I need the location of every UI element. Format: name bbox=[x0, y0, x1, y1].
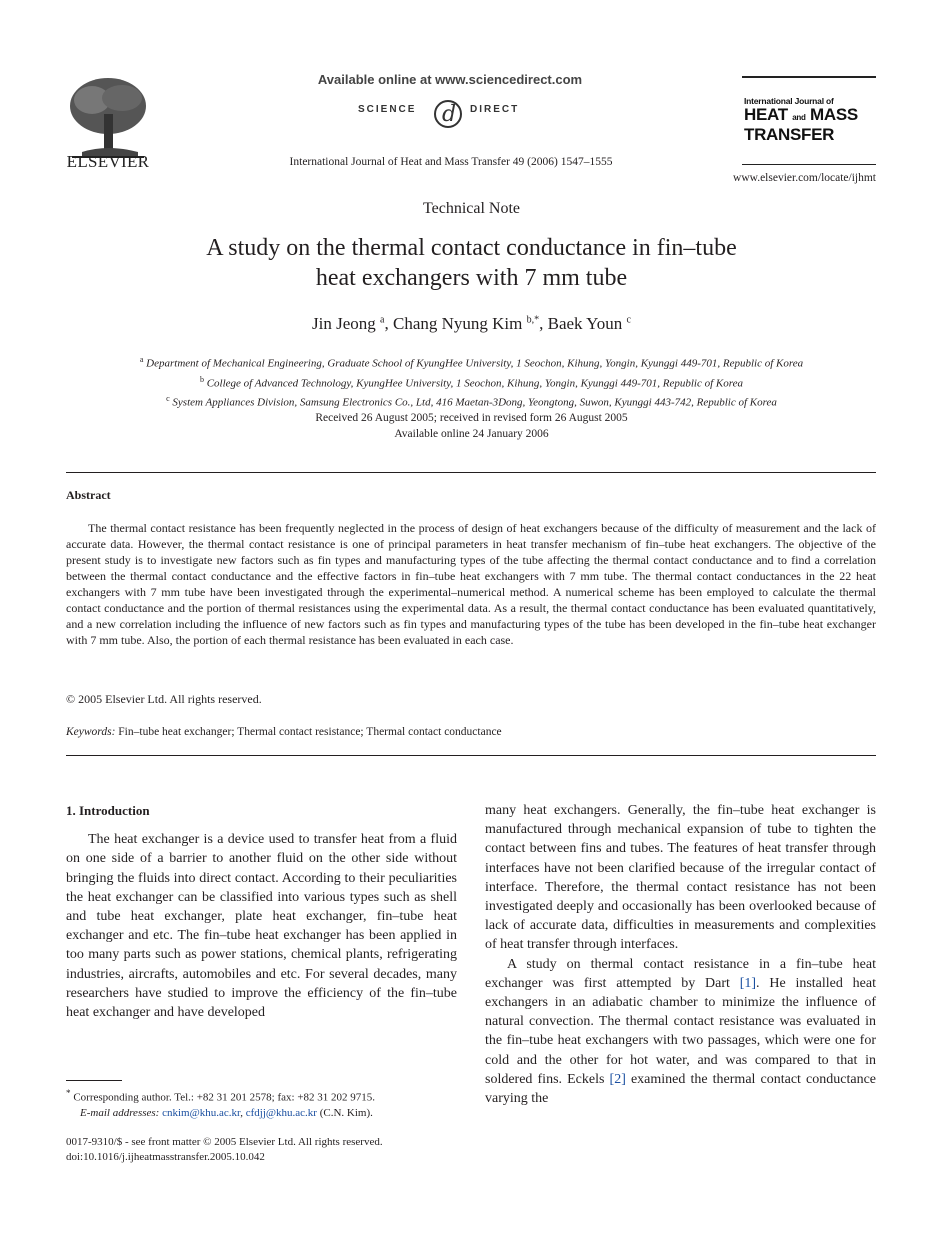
author-3-affil: c bbox=[626, 314, 631, 326]
journal-logo-line1: International Journal of bbox=[744, 96, 834, 106]
keywords-label: Keywords: bbox=[66, 726, 116, 738]
affiliation-b: $^b$ College of Advanced Technology, KyungHee University, 1 Seochon, Kihung, Yongin, Kyunggi 449-701, Republic of Korea bbox=[199, 374, 744, 390]
article-title bbox=[80, 233, 863, 293]
author-3[interactable]: Baek Youn bbox=[547, 314, 623, 333]
issn-line: 0017-9310/$ - see front matter © 2005 Elsevier Ltd. All rights reserved. bbox=[66, 1136, 383, 1148]
abstract-text: The thermal contact resistance has been frequently neglected in the process of design of heat exchangers because of the difficulty of measurement and the lack of accurate data. However, the thermal contact resistance is one of principal parameters in heat transfer mechanism of fin–tube heat exchangers. The objective of the present study is to investigate new factors such as fin types and manufacturing types of the tube affecting the thermal contact conductance and to find a correlation between the thermal contact conductance and the effective factors in fin–tube heat exchangers with 7 mm tube. The thermal contact conductances in the 22 heat exchangers with 7 mm tube have been investigated through the experimental–numerical method. A numerical scheme has been employed to calculate the thermal contact conductance and the portion of thermal resistances using the experimental data. As a result, the thermal contact conductance has been evaluated quantitatively, and a new correlation including the influence of new factors such as fin types and manufacturing types of the tube has been developed in the fin–tube heat exchanger with 7 mm tube. Also, the portion of each thermal resistance has been evaluated in each case. bbox=[66, 521, 876, 647]
intro-paragraph-1-cont: many heat exchangers. Generally, the fin–tube heat exchanger is manufactured through mechanical expansion of tube to tighten the contact between fins and tubes. The features of heat transfer through interfaces have not been clarified because of the irregular contact of interface. Therefore, the thermal contact resistance has not been investigated deeply and occasionally has been overlooked because of lack of accurate data, difficulties in measurements and complexities of heat transfer through interfaces. bbox=[485, 803, 876, 953]
journal-logo bbox=[744, 96, 878, 143]
author-list: Jin Jeong $^a$, Chang Nyung Kim $^{b,*}$, Baek Youn $^c$ bbox=[312, 314, 631, 333]
journal-logo-rule-bottom bbox=[742, 164, 876, 165]
sd-science-text: SCIENCE bbox=[358, 104, 417, 115]
received-date: Received 26 August 2005; received in revised form 26 August 2005 bbox=[315, 412, 628, 424]
affiliation-c: $^c$ System Appliances Division, Samsung Electronics Co., Ltd, 416 Maetan-3Dong, Yeongtong, Suwon, Kyunggi 443-742, Republic of Korea bbox=[166, 394, 777, 409]
ref-link-1[interactable]: [1] bbox=[739, 975, 757, 991]
journal-logo-rule-top bbox=[742, 76, 876, 78]
journal-logo-line3: TRANSFER bbox=[744, 125, 835, 144]
email-link-2[interactable]: cfdjj@khu.ac.kr bbox=[245, 1106, 317, 1119]
right-column bbox=[485, 801, 876, 1108]
abstract-heading: Abstract bbox=[66, 488, 111, 502]
elsevier-wordmark: ELSEVIER bbox=[66, 152, 150, 171]
abstract-divider-top bbox=[66, 472, 876, 473]
affiliations bbox=[40, 352, 903, 411]
section-heading: 1. Introduction bbox=[66, 803, 150, 818]
available-online-banner[interactable]: Available online at www.sciencedirect.com bbox=[317, 72, 583, 87]
sciencedirect-d-icon bbox=[430, 94, 466, 130]
intro-paragraph-2: A study on thermal contact resistance in a fin–tube heat exchanger was first attempted by Dart [1]. He installed heat exchangers in an adiabatic chamber to minimize the influence of natural convection. The thermal contact resistance was evaluated in the fin–tube heat exchangers with two passages, which were one for cold and the other for hot water, and was compared to that in soldered fins. Eckels [2] examined the thermal contact conductance varying the bbox=[485, 956, 876, 1107]
ref-link-2[interactable]: [2] bbox=[609, 1071, 626, 1087]
title-line-2: heat exchangers with 7 mm tube bbox=[315, 265, 628, 291]
journal-citation: International Journal of Heat and Mass Transfer 49 (2006) 1547–1555 bbox=[289, 156, 613, 168]
journal-logo-line2: HEAT and MASS bbox=[744, 105, 858, 124]
keywords-list: Fin–tube heat exchanger; Thermal contact resistance; Thermal contact conductance bbox=[118, 726, 502, 738]
author-1-affil: a bbox=[380, 314, 385, 326]
journal-url[interactable]: www.elsevier.com/locate/ijhmt bbox=[733, 172, 876, 184]
article-type: Technical Note bbox=[422, 200, 521, 217]
doi-line[interactable]: doi:10.1016/j.ijheatmasstransfer.2005.10.042 bbox=[66, 1151, 265, 1163]
author-1[interactable]: Jin Jeong bbox=[312, 314, 376, 333]
sd-direct-text: DIRECT bbox=[470, 104, 520, 115]
footnote bbox=[66, 1086, 466, 1121]
author-2-affil: b,* bbox=[526, 314, 540, 326]
author-2[interactable]: Chang Nyung Kim bbox=[392, 314, 523, 333]
abstract-copyright: © 2005 Elsevier Ltd. All rights reserved. bbox=[66, 692, 262, 706]
elsevier-logo bbox=[62, 74, 154, 172]
svg-text:d: d bbox=[442, 102, 457, 127]
sciencedirect-logo[interactable] bbox=[358, 94, 536, 130]
corresponding-author: * Corresponding author. Tel.: +82 31 201 2578; fax: +82 31 202 9715. bbox=[66, 1088, 376, 1104]
article-dates bbox=[0, 410, 925, 442]
title-line-1: A study on the thermal contact conductance in fin–tube bbox=[206, 235, 737, 261]
abstract-divider-bottom bbox=[66, 755, 876, 756]
front-matter bbox=[66, 1135, 486, 1165]
email-link-1[interactable]: cnkim@khu.ac.kr bbox=[162, 1106, 241, 1119]
left-column bbox=[66, 801, 457, 1022]
intro-paragraph-1: The heat exchanger is a device used to transfer heat from a fluid on one side of a barrier to another fluid on the other side without bringing the fluids into direct contact. According to their peculiarities the heat exchanger can be classified into various types such as shell and tube heat exchanger, plate heat exchanger, fin–tube heat exchanger and etc. The fin–tube heat exchanger has been applied in too many parts such as power stations, chemical plants, refrigerating industries, aircrafts, automobiles and etc. For several decades, many researchers have studied to improve the efficiency of the fin–tube heat exchanger and have developed bbox=[66, 832, 457, 1021]
footnote-rule bbox=[66, 1080, 122, 1081]
available-date: Available online 24 January 2006 bbox=[394, 428, 549, 440]
email-addresses: E-mail addresses: cnkim@khu.ac.kr, cfdjj@khu.ac.kr (C.N. Kim). bbox=[80, 1106, 373, 1119]
affiliation-a: $^a$ Department of Mechanical Engineering, Graduate School of KyungHee University, 1 Seochon, Kihung, Yongin, Kyunggi 449-701, Republic of Korea bbox=[139, 355, 804, 370]
keywords bbox=[66, 726, 502, 738]
